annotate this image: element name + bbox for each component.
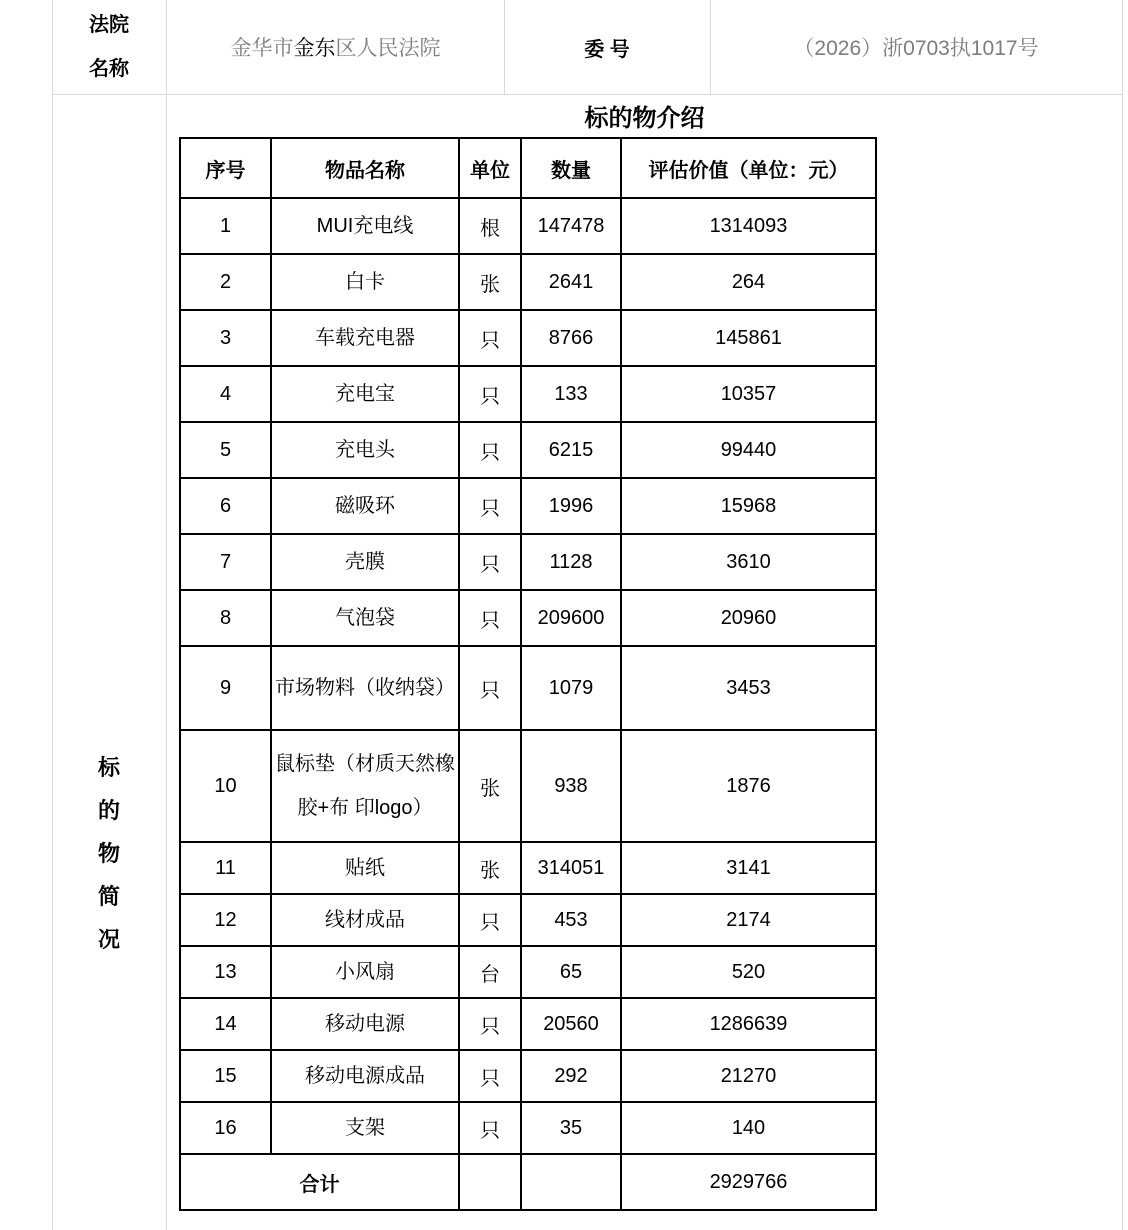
cell-qty: 1996 <box>521 478 621 534</box>
cell-name: 充电宝 <box>271 366 459 422</box>
items-tbody <box>180 198 876 1154</box>
cell-name: 小风扇 <box>271 946 459 998</box>
cell-value: 145861 <box>621 310 876 366</box>
cell-no: 2 <box>180 254 271 310</box>
table-row <box>180 478 876 534</box>
cell-qty: 20560 <box>521 998 621 1050</box>
case-number-value: （2026）浙0703执1017号 <box>793 37 1039 60</box>
column-header-qty: 数量 <box>521 138 621 198</box>
table-title: 标的物介绍 <box>584 105 705 132</box>
table-header-row <box>180 138 876 198</box>
cell-no: 3 <box>180 310 271 366</box>
cell-name: 白卡 <box>271 254 459 310</box>
items-table <box>179 137 877 1211</box>
cell-unit: 只 <box>459 1050 521 1102</box>
table-row <box>180 646 876 730</box>
table-row <box>180 590 876 646</box>
cell-unit: 只 <box>459 1102 521 1154</box>
cell-value: 1286639 <box>621 998 876 1050</box>
total-unit-cell <box>459 1154 521 1210</box>
cell-no: 8 <box>180 590 271 646</box>
cell-no: 6 <box>180 478 271 534</box>
cell-name: 支架 <box>271 1102 459 1154</box>
cell-unit: 张 <box>459 254 521 310</box>
table-row <box>180 842 876 894</box>
cell-unit: 只 <box>459 422 521 478</box>
cell-qty: 133 <box>521 366 621 422</box>
cell-no: 13 <box>180 946 271 998</box>
total-value: 2929766 <box>621 1154 876 1210</box>
case-number-label: 委 号 <box>584 38 630 61</box>
cell-unit: 只 <box>459 534 521 590</box>
cell-unit: 张 <box>459 842 521 894</box>
cell-value: 3141 <box>621 842 876 894</box>
court-name-value <box>167 0 504 94</box>
column-header-value: 评估价值（单位：元） <box>621 138 876 198</box>
cell-name: 磁吸环 <box>271 478 459 534</box>
cell-qty: 35 <box>521 1102 621 1154</box>
cell-unit: 只 <box>459 310 521 366</box>
cell-name: 移动电源 <box>271 998 459 1050</box>
cell-qty: 2641 <box>521 254 621 310</box>
cell-qty: 65 <box>521 946 621 998</box>
cell-no: 4 <box>180 366 271 422</box>
cell-no: 5 <box>180 422 271 478</box>
cell-value: 3453 <box>621 646 876 730</box>
cell-qty: 8766 <box>521 310 621 366</box>
cell-unit: 只 <box>459 646 521 730</box>
cell-qty: 314051 <box>521 842 621 894</box>
cell-no: 14 <box>180 998 271 1050</box>
cell-value: 264 <box>621 254 876 310</box>
outer-table-column-divider <box>166 0 167 1230</box>
court-name-highlight: 金东 <box>293 37 336 60</box>
cell-value: 15968 <box>621 478 876 534</box>
court-name-prefix: 金华市 <box>230 37 294 60</box>
cell-value: 20960 <box>621 590 876 646</box>
table-row <box>180 366 876 422</box>
cell-unit: 只 <box>459 478 521 534</box>
cell-unit: 只 <box>459 366 521 422</box>
cell-no: 7 <box>180 534 271 590</box>
cell-name: 充电头 <box>271 422 459 478</box>
cell-qty: 938 <box>521 730 621 842</box>
cell-value: 21270 <box>621 1050 876 1102</box>
cell-qty: 1128 <box>521 534 621 590</box>
cell-name: 市场物料（收纳袋） <box>271 646 459 730</box>
cell-no: 16 <box>180 1102 271 1154</box>
column-header-no: 序号 <box>180 138 271 198</box>
table-row <box>180 1050 876 1102</box>
cell-name: 鼠标垫（材质天然橡胶+布 印logo） <box>271 730 459 842</box>
total-qty-cell <box>521 1154 621 1210</box>
total-row <box>180 1154 876 1210</box>
table-row <box>180 894 876 946</box>
cell-unit: 台 <box>459 946 521 998</box>
outer-table-right-border <box>1122 0 1123 1230</box>
cell-name: 贴纸 <box>271 842 459 894</box>
cell-qty: 147478 <box>521 198 621 254</box>
table-row <box>180 1102 876 1154</box>
table-row <box>180 534 876 590</box>
cell-unit: 根 <box>459 198 521 254</box>
total-label: 合计 <box>180 1154 459 1210</box>
cell-name: 移动电源成品 <box>271 1050 459 1102</box>
cell-value: 1314093 <box>621 198 876 254</box>
cell-qty: 453 <box>521 894 621 946</box>
cell-no: 9 <box>180 646 271 730</box>
table-row <box>180 730 876 842</box>
cell-unit: 只 <box>459 590 521 646</box>
cell-value: 520 <box>621 946 876 998</box>
cell-name: 壳膜 <box>271 534 459 590</box>
cell-no: 10 <box>180 730 271 842</box>
cell-no: 11 <box>180 842 271 894</box>
column-header-unit: 单位 <box>459 138 521 198</box>
cell-name: 气泡袋 <box>271 590 459 646</box>
cell-qty: 1079 <box>521 646 621 730</box>
cell-no: 12 <box>180 894 271 946</box>
cell-qty: 209600 <box>521 590 621 646</box>
cell-no: 15 <box>180 1050 271 1102</box>
court-name-label: 法院名称 <box>89 14 129 80</box>
cell-qty: 292 <box>521 1050 621 1102</box>
cell-name: 线材成品 <box>271 894 459 946</box>
cell-unit: 只 <box>459 998 521 1050</box>
table-row <box>180 198 876 254</box>
subject-brief-label: 标的物简况 <box>97 755 120 952</box>
cell-no: 1 <box>180 198 271 254</box>
table-row <box>180 310 876 366</box>
table-row <box>180 422 876 478</box>
cell-unit: 只 <box>459 894 521 946</box>
table-row <box>180 998 876 1050</box>
court-name-suffix: 区人民法院 <box>335 37 441 60</box>
cell-value: 140 <box>621 1102 876 1154</box>
cell-name: MUI充电线 <box>271 198 459 254</box>
cell-value: 3610 <box>621 534 876 590</box>
cell-value: 99440 <box>621 422 876 478</box>
table-row <box>180 946 876 998</box>
outer-table-left-border <box>52 0 53 1230</box>
cell-unit: 张 <box>459 730 521 842</box>
cell-value: 2174 <box>621 894 876 946</box>
table-row <box>180 254 876 310</box>
cell-qty: 6215 <box>521 422 621 478</box>
cell-value: 1876 <box>621 730 876 842</box>
cell-value: 10357 <box>621 366 876 422</box>
column-header-name: 物品名称 <box>271 138 459 198</box>
cell-name: 车载充电器 <box>271 310 459 366</box>
